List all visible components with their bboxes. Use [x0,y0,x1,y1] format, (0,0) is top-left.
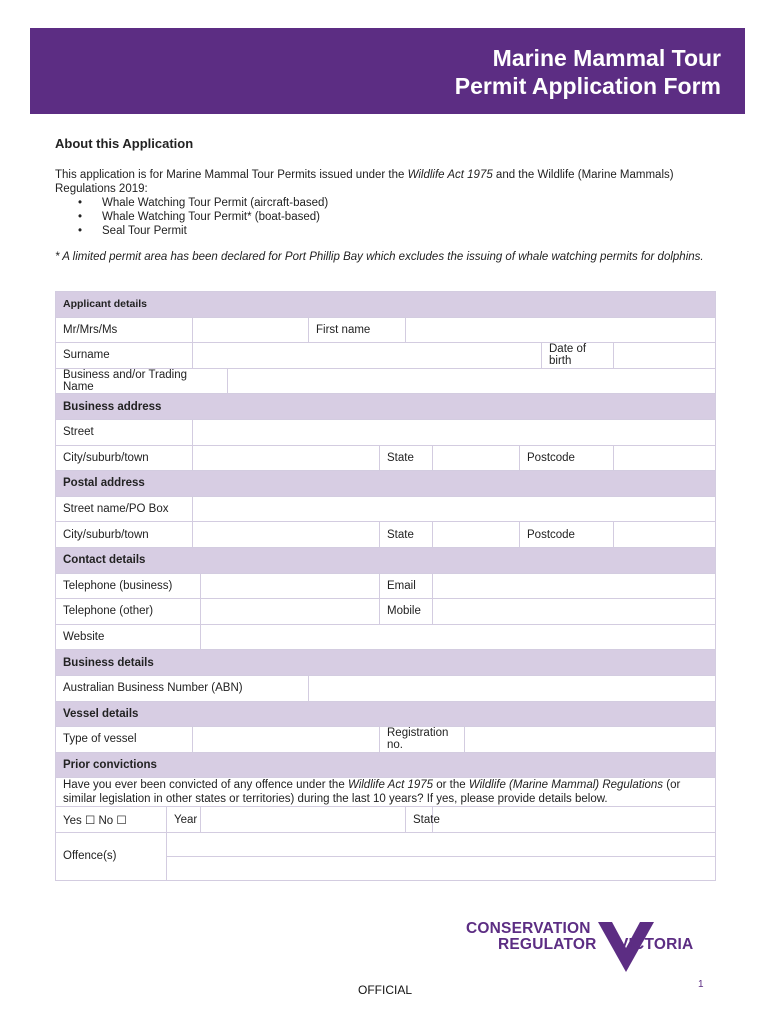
dob-label: Date of birth [542,343,614,369]
abn-label: Australian Business Number (ABN) [56,675,309,701]
registration-label: Registration no. [380,727,465,753]
street-input[interactable] [193,419,716,445]
offence-label: Offence(s) [56,832,167,880]
logo-line1: CONSERVATION [466,920,591,937]
mobile-input[interactable] [433,599,716,625]
postal-postcode-input[interactable] [614,522,716,548]
state-input[interactable] [433,445,520,471]
tel-other-input[interactable] [201,599,380,625]
conv-q-regs: Wildlife (Marine Mammal) Regulations [468,779,664,792]
conv-q-act: Wildlife Act 1975 [347,779,434,792]
section-business-address: Business address [56,394,716,420]
first-name-input[interactable] [406,317,716,343]
intro-act: Wildlife Act 1975 [407,169,493,181]
website-input[interactable] [201,624,716,650]
section-business-details: Business details [56,650,716,676]
city-input[interactable] [193,445,380,471]
permit-item: • Whale Watching Tour Permit* (boat-based) [102,210,720,224]
permit-item: • Whale Watching Tour Permit (aircraft-based) [102,196,720,210]
about-heading: About this Application [55,136,194,151]
convictions-question [56,778,716,807]
city-label: City/suburb/town [56,445,193,471]
intro-prefix: This application is for Marine Mammal Tour Permits issued under the [55,169,408,181]
tel-business-input[interactable] [201,573,380,599]
tel-business-label: Telephone (business) [56,573,201,599]
title-label: Mr/Mrs/Ms [56,317,193,343]
postcode-label: Postcode [520,445,614,471]
email-label: Email [380,573,433,599]
conv-state-label: State [406,807,433,833]
state-label: State [380,445,433,471]
postal-city-input[interactable] [193,522,380,548]
postal-street-input[interactable] [193,496,716,522]
postal-postcode-label: Postcode [520,522,614,548]
conv-q-part3: (or similar legislation in other states or territories) during the last 10 years? If yes, please provide details below. [63,779,681,806]
postcode-input[interactable] [614,445,716,471]
section-postal-address: Postal address [56,471,716,497]
section-applicant-details: Applicant details [56,292,716,318]
surname-input[interactable] [193,343,542,369]
tel-other-label: Telephone (other) [56,599,201,625]
business-name-input[interactable] [228,368,716,394]
section-contact-details: Contact details [56,547,716,573]
postal-state-input[interactable] [433,522,520,548]
first-name-label: First name [309,317,406,343]
logo-line2: REGULATOR [498,936,597,953]
classification-label: OFFICIAL [357,983,412,997]
page-number: 1 [698,979,704,990]
permit-item: • Seal Tour Permit [102,224,720,238]
business-name-label: Business and/or Trading Name [56,368,228,394]
dob-input[interactable] [614,343,716,369]
intro-suffix: and the Wildlife (Marine Mammals) Regulations 2019: [55,169,674,195]
offence-input-line1[interactable] [167,832,716,856]
conv-q-part2: or the [433,779,469,792]
mobile-label: Mobile [380,599,433,625]
application-form-table [55,291,716,881]
header-banner [30,28,745,114]
conservation-regulator-logo [466,920,706,974]
year-input[interactable] [201,807,406,833]
dolphin-note: * A limited permit area has been declared for Port Phillip Bay which excludes the issuing of whale watching permits for dolphins. [55,251,704,263]
page-title-line1: Marine Mammal Tour [492,45,721,71]
abn-input[interactable] [309,675,716,701]
postal-city-label: City/suburb/town [56,522,193,548]
yes-no-checkboxes[interactable]: Yes ☐ No ☐ [56,807,167,833]
conv-state-input[interactable] [433,807,716,833]
website-label: Website [56,624,201,650]
year-label: Year [167,807,201,833]
intro-paragraph [55,168,720,238]
permit-list [55,196,720,238]
page-title-line2: Permit Application Form [454,73,721,99]
email-input[interactable] [433,573,716,599]
postal-street-label: Street name/PO Box [56,496,193,522]
surname-label: Surname [56,343,193,369]
vessel-type-label: Type of vessel [56,727,193,753]
vessel-type-input[interactable] [193,727,380,753]
conv-q-part1: Have you ever been convicted of any offence under the [63,779,348,792]
offence-input-line2[interactable] [167,856,716,880]
page-title [455,44,721,100]
title-input[interactable] [193,317,309,343]
section-prior-convictions: Prior convictions [56,752,716,778]
logo-line3: VICTORIA [618,936,694,953]
postal-state-label: State [380,522,433,548]
section-vessel-details: Vessel details [56,701,716,727]
registration-input[interactable] [465,727,716,753]
street-label: Street [56,419,193,445]
